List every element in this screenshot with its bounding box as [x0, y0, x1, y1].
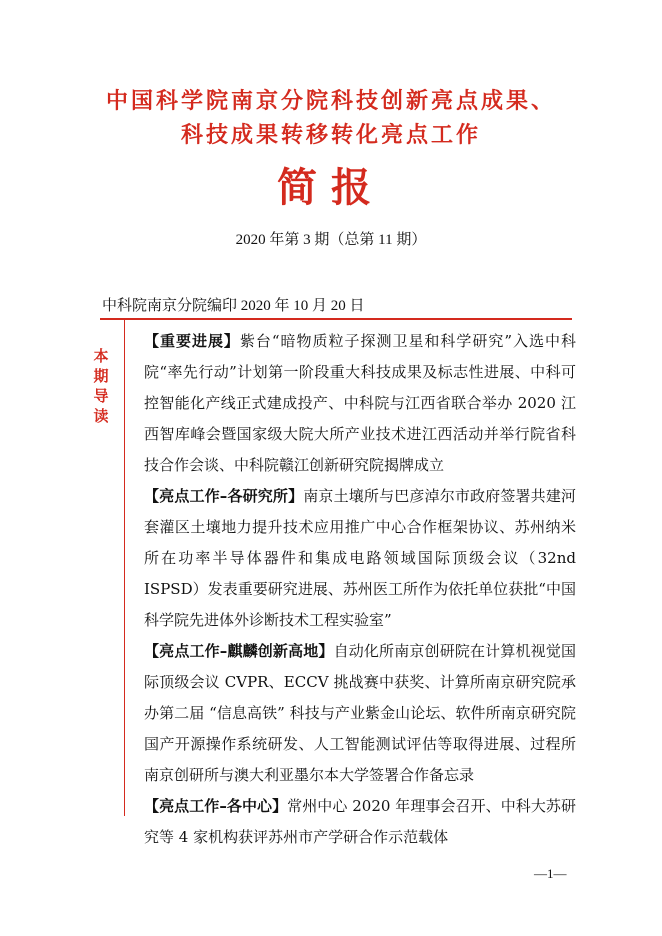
page-number: —1— — [534, 866, 567, 881]
section-tag: 【亮点工作–各中心】 — [144, 797, 288, 815]
issue-number: 2020 年第 3 期（总第 11 期） — [235, 232, 427, 248]
sidebar-char: 导 — [93, 387, 109, 405]
section-text: 紫台“暗物质粒子探测卫星和科学研究”入选中科院“率先行动”计划第一阶段重大科技成果及标志性进展、中科可控智能化产线正式建成投产、中科院与江西省联合举办 2020 江西智库峰会暨国家级大院大所产业技术进江西活动并举行院省科技合作会谈、中科院赣江创新研究院揭牌成立 — [144, 332, 576, 474]
section-text: 常州中心 2020 年理事会召开、中科大苏研究等 4 家机构获评苏州市产学研合作示范载体 — [144, 797, 576, 846]
header-divider — [100, 318, 572, 320]
section-institutes — [144, 481, 576, 636]
title-line-2: 科技成果转移转化亮点工作 — [180, 122, 481, 148]
section-text: 南京土壤所与巴彦淖尔市政府签署共建河套灌区土壤地力提升技术应用推广中心合作框架协议、苏州纳米所在功率半导体器件和集成电路领域国际顶级会议（32nd ISPSD）发表重要研究进展、苏州医工所作为依托单位获批“中国科学院先进体外诊断技术工程实验室” — [144, 487, 576, 629]
section-tag: 【亮点工作–各研究所】 — [144, 487, 304, 505]
publisher-line: 中科院南京分院编印 2020 年 10 月 20 日 — [102, 298, 365, 314]
title-line-1: 中国科学院南京分院科技创新亮点成果、 — [105, 88, 556, 114]
sidebar-divider — [124, 320, 125, 816]
sidebar-label — [90, 346, 112, 426]
section-tag: 【亮点工作–麒麟创新高地】 — [144, 642, 334, 660]
section-qilin-highland — [144, 636, 576, 791]
sidebar-char: 本 — [93, 347, 109, 365]
contents-summary — [144, 326, 576, 853]
section-important-progress — [144, 326, 576, 481]
section-tag: 【重要进展】 — [144, 332, 240, 350]
section-centers — [144, 791, 576, 853]
sidebar-char: 读 — [93, 407, 109, 425]
brief-title: 简报 — [277, 164, 385, 211]
sidebar-char: 期 — [93, 367, 109, 385]
section-text: 自动化所南京创研院在计算机视觉国际顶级会议 CVPR、ECCV 挑战赛中获奖、计算所南京研究院承办第二届 “信息高铁” 科技与产业紫金山论坛、软件所南京研究院国产开源操作系统研发、人工智能测试评估等取得进展、过程所南京创研所与澳大利亚墨尔本大学签署合作备忘录 — [144, 642, 576, 784]
